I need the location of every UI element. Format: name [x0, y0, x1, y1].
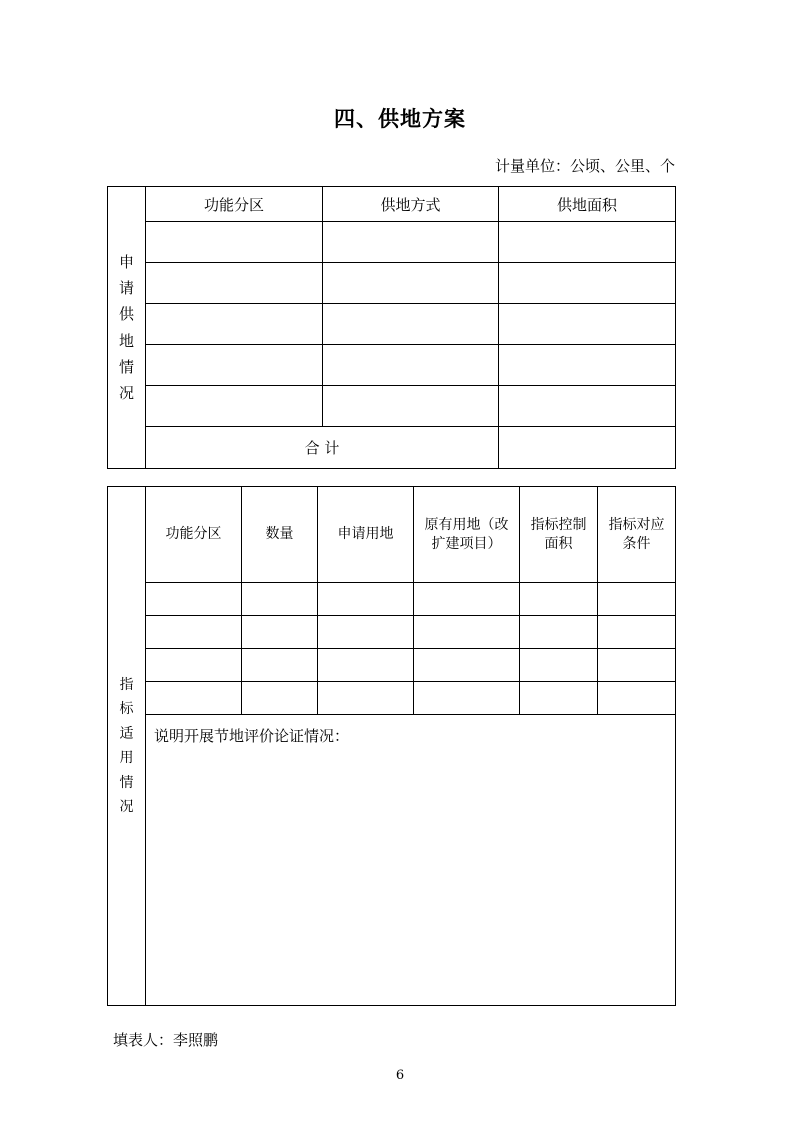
- table1-side-label: 申 请 供 地 情 况: [108, 187, 146, 469]
- table1-cell-area[interactable]: [499, 222, 676, 263]
- table2-cell-conditions[interactable]: [598, 649, 676, 682]
- unit-note: 计量单位：公顷、公里、个: [494, 157, 675, 175]
- table2-cell-control-area[interactable]: [520, 682, 598, 715]
- table1-cell-area[interactable]: [499, 345, 676, 386]
- table2-cell-zone[interactable]: [146, 583, 242, 616]
- table2-cell-applied-land[interactable]: [318, 616, 414, 649]
- table2-cell-zone[interactable]: [146, 649, 242, 682]
- index-application-table: [107, 486, 676, 1006]
- table2-cell-existing-land[interactable]: [414, 649, 520, 682]
- table2-cell-existing-land[interactable]: [414, 583, 520, 616]
- table1-cell-method[interactable]: [323, 263, 499, 304]
- table1-total-row: [108, 427, 676, 469]
- table2-header-control-area: 指标控制面积: [530, 516, 587, 552]
- table-row[interactable]: [108, 649, 676, 682]
- table1-total-label: 合 计: [146, 427, 499, 469]
- table1-cell-zone[interactable]: [146, 304, 323, 345]
- table2-cell-control-area[interactable]: [520, 649, 598, 682]
- table2-header-quantity: 数量: [265, 526, 294, 543]
- table1-cell-area[interactable]: [499, 263, 676, 304]
- page-title: 四、供地方案: [334, 106, 466, 131]
- table-row[interactable]: [108, 304, 676, 345]
- table-row[interactable]: [108, 616, 676, 649]
- table2-header-applied-land: 申请用地: [337, 526, 394, 543]
- table1-cell-method[interactable]: [323, 222, 499, 263]
- table1-cell-zone[interactable]: [146, 263, 323, 304]
- table1-cell-method[interactable]: [323, 386, 499, 427]
- table1-header-method: 供地方式: [323, 187, 499, 222]
- table-row[interactable]: [108, 583, 676, 616]
- supply-plan-table: [107, 186, 676, 469]
- table2-cell-applied-land[interactable]: [318, 649, 414, 682]
- table2-cell-quantity[interactable]: [242, 616, 318, 649]
- table2-cell-applied-land[interactable]: [318, 682, 414, 715]
- table2-cell-applied-land[interactable]: [318, 583, 414, 616]
- table-row[interactable]: [108, 345, 676, 386]
- table1-cell-method[interactable]: [323, 304, 499, 345]
- table2-cell-control-area[interactable]: [520, 583, 598, 616]
- table2-cell-quantity[interactable]: [242, 583, 318, 616]
- table2-cell-existing-land[interactable]: [414, 682, 520, 715]
- filler-label: 填表人：李照鹏: [113, 1031, 219, 1049]
- land-evaluation-note-cell[interactable]: [146, 715, 676, 1006]
- table2-cell-zone[interactable]: [146, 616, 242, 649]
- table2-cell-conditions[interactable]: [598, 682, 676, 715]
- land-evaluation-note-label: 说明开展节地评价论证情况：: [154, 727, 350, 745]
- table1-cell-area[interactable]: [499, 386, 676, 427]
- table2-cell-control-area[interactable]: [520, 616, 598, 649]
- table1-cell-zone[interactable]: [146, 222, 323, 263]
- table1-cell-area[interactable]: [499, 304, 676, 345]
- page-number: 6: [395, 1068, 405, 1083]
- table2-cell-existing-land[interactable]: [414, 616, 520, 649]
- table-row[interactable]: [108, 682, 676, 715]
- table1-cell-zone[interactable]: [146, 386, 323, 427]
- table-row[interactable]: [108, 386, 676, 427]
- table2-side-label: 指 标 适 用 情 况: [108, 487, 146, 1006]
- table1-total-value[interactable]: [499, 427, 676, 469]
- table-row[interactable]: [108, 222, 676, 263]
- table2-cell-quantity[interactable]: [242, 649, 318, 682]
- table2-cell-conditions[interactable]: [598, 616, 676, 649]
- table-row[interactable]: [108, 263, 676, 304]
- table1-cell-method[interactable]: [323, 345, 499, 386]
- table2-header-existing-land: 原有用地（改扩建项目）: [424, 516, 509, 552]
- table1-header-zone: 功能分区: [146, 187, 323, 222]
- table2-header-conditions: 指标对应条件: [608, 516, 665, 552]
- table2-cell-conditions[interactable]: [598, 583, 676, 616]
- table1-header-area: 供地面积: [499, 187, 676, 222]
- table2-header-zone: 功能分区: [165, 526, 222, 543]
- table2-cell-quantity[interactable]: [242, 682, 318, 715]
- table2-cell-zone[interactable]: [146, 682, 242, 715]
- table1-cell-zone[interactable]: [146, 345, 323, 386]
